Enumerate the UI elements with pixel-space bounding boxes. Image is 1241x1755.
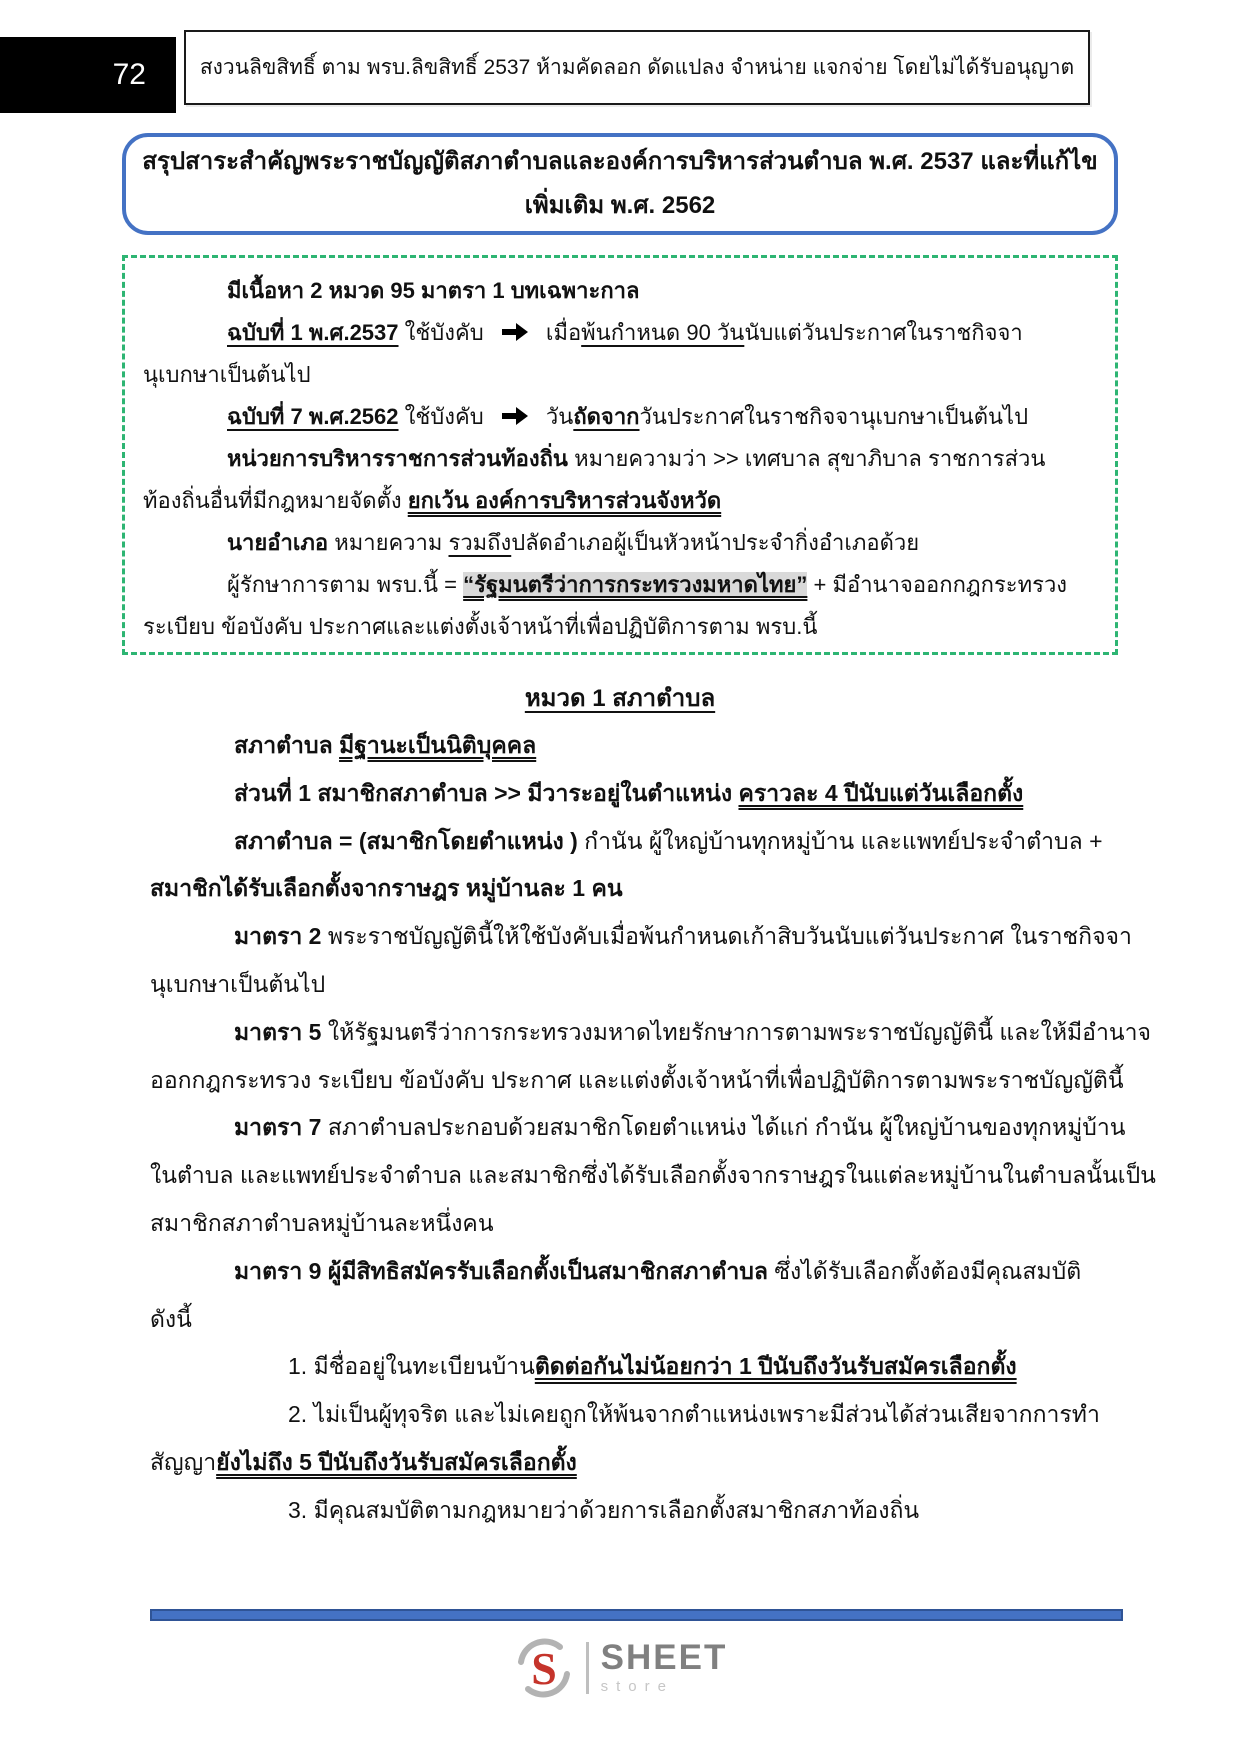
- text-line: [150, 1104, 1126, 1152]
- text-segment: ออกกฎกระทรวง ระเบียบ ข้อบังคับ ประกาศ และแต่งตั้งเจ้าหน้าที่เพื่อปฏิบัติการตามพระราชบัญญัตินี้: [150, 1066, 1124, 1093]
- text-line: [150, 722, 1118, 770]
- svg-text:S: S: [530, 1643, 557, 1694]
- text-segment: พ้นกำหนด 90 วัน: [581, 320, 745, 345]
- text-line: [150, 770, 1118, 818]
- body-text: [150, 722, 1156, 1535]
- text-line: [150, 865, 1118, 913]
- text-segment: ฉบับที่ 7 พ.ศ.2562: [227, 404, 399, 429]
- document-title-line2: เพิ่มเติม พ.ศ. 2562: [524, 192, 716, 219]
- text-line: [143, 564, 1109, 606]
- text-segment: “รัฐมนตรีว่าการกระทรวงมหาดไทย”: [463, 572, 808, 597]
- text-line: [150, 1248, 1118, 1296]
- text-line: [150, 913, 1132, 961]
- text-line: [150, 961, 1118, 1009]
- text-line: [150, 1296, 1118, 1344]
- text-segment: ท้องถิ่นอื่นที่มีกฎหมายจัดตั้ง: [143, 488, 408, 513]
- section-heading-text: หมวด 1 สภาตำบล: [524, 685, 716, 712]
- text-line: [150, 1343, 1118, 1391]
- text-segment: มาตรา 2: [234, 923, 322, 950]
- text-line: [150, 1391, 1118, 1439]
- copyright-notice-box: [184, 30, 1090, 105]
- text-segment: ยังไม่ถึง 5 ปีนับถึงวันรับสมัครเลือกตั้ง: [216, 1448, 577, 1475]
- logo-sub-text: store: [600, 1678, 674, 1695]
- text-segment: สภาตำบลประกอบด้วยสมาชิกโดยตำแหน่ง ได้แก่ กำนัน ผู้ใหญ่บ้านของทุกหมู่บ้าน: [321, 1114, 1126, 1141]
- text-segment: กำนัน ผู้ใหญ่บ้านทุกหมู่บ้าน และแพทย์ประจำตำบล +: [577, 827, 1103, 854]
- text-segment: ดังนี้: [150, 1305, 192, 1332]
- text-segment: 1. มีชื่ออยู่ในทะเบียนบ้าน: [288, 1353, 535, 1380]
- text-line: [150, 1152, 1156, 1200]
- text-segment: มาตรา 9 ผู้มีสิทธิสมัครรับเลือกตั้งเป็นสมาชิกสภาตำบล: [234, 1257, 768, 1284]
- text-segment: ในตำบล และแพทย์ประจำตำบล และสมาชิกซึ่งได้รับเลือกตั้งจากราษฎรในแต่ละหมู่บ้านในตำบลนั้นเป็น: [150, 1162, 1156, 1189]
- text-segment: นับแต่วันประกาศในราชกิจจา: [744, 320, 1023, 345]
- text-line: [150, 1439, 1118, 1487]
- text-line: [150, 1200, 1118, 1248]
- text-segment: + มีอำนาจออกกฎกระทรวง: [807, 572, 1068, 597]
- section-heading: [122, 678, 1118, 717]
- text-segment: สัญญา: [150, 1448, 217, 1475]
- text-segment: หมายความว่า >> เทศบาล สุขาภิบาล ราชการส่วน: [567, 446, 1046, 471]
- text-segment: ระเบียบ ข้อบังคับ ประกาศและแต่งตั้งเจ้าหน้าที่เพื่อปฏิบัติการตาม พรบ.นี้: [143, 614, 818, 639]
- text-segment: สมาชิกได้รับเลือกตั้งจากราษฎร หมู่บ้านละ 1 คน: [150, 875, 623, 902]
- text-line: [143, 606, 1109, 648]
- text-line: [150, 1057, 1124, 1105]
- text-segment: ถัดจาก: [573, 404, 640, 429]
- text-segment: มาตรา 5: [234, 1018, 322, 1045]
- text-segment: ผู้รักษาการตาม พรบ.นี้ =: [227, 572, 464, 597]
- sheet-store-logo-icon: [514, 1638, 574, 1698]
- text-segment: สภาตำบล: [234, 732, 340, 758]
- logo-text: [600, 1638, 728, 1695]
- text-line: [150, 1487, 1118, 1535]
- text-segment: ส่วนที่ 1 สมาชิกสภาตำบล >> มีวาระอยู่ในตำแหน่ง: [234, 779, 739, 806]
- text-line: [143, 522, 1109, 564]
- text-segment: ให้รัฐมนตรีว่าการกระทรวงมหาดไทยรักษาการตามพระราชบัญญัตินี้ และให้มีอำนาจ: [321, 1018, 1151, 1045]
- arrow-right-icon: [500, 405, 530, 427]
- text-segment: ติดต่อกันไม่น้อยกว่า 1 ปีนับถึงวันรับสมัครเลือกตั้ง: [534, 1353, 1017, 1380]
- text-segment: เมื่อ: [539, 320, 582, 345]
- text-segment: มีเนื้อหา 2 หมวด 95 มาตรา 1 บทเฉพาะกาล: [227, 278, 640, 303]
- text-segment: ใช้บังคับ: [398, 320, 490, 345]
- text-segment: รวมถึง: [448, 530, 512, 555]
- arrow-right-icon: [500, 321, 530, 343]
- text-segment: มีฐานะเป็นนิติบุคคล: [339, 732, 537, 758]
- page-number-box: [0, 37, 176, 113]
- text-segment: หน่วยการบริหารราชการส่วนท้องถิ่น: [227, 446, 568, 471]
- text-segment: สมาชิกสภาตำบลหมู่บ้านละหนึ่งคน: [150, 1209, 494, 1236]
- text-segment: วันประกาศในราชกิจจานุเบกษาเป็นต้นไป: [639, 404, 1029, 429]
- text-segment: สภาตำบล = (สมาชิกโดยตำแหน่ง ): [234, 827, 578, 854]
- footer-divider-bar: [150, 1609, 1123, 1621]
- text-segment: นายอำเภอ: [227, 530, 329, 555]
- text-segment: 3. มีคุณสมบัติตามกฎหมายว่าด้วยการเลือกตั้งสมาชิกสภาท้องถิ่น: [288, 1496, 920, 1523]
- logo-brand-text: SHEET: [600, 1638, 728, 1677]
- text-segment: นุเบกษาเป็นต้นไป: [150, 970, 326, 997]
- text-segment: นุเบกษาเป็นต้นไป: [143, 362, 311, 387]
- text-segment: หมายความ: [328, 530, 449, 555]
- text-line: [150, 1009, 1151, 1057]
- text-segment: ยกเว้น องค์การบริหารส่วนจังหวัด: [407, 488, 722, 513]
- text-segment: ใช้บังคับ: [398, 404, 490, 429]
- logo-divider: [586, 1642, 589, 1694]
- text-segment: 2. ไม่เป็นผู้ทุจริต และไม่เคยถูกให้พ้นจากตำแหน่งเพราะมีส่วนได้ส่วนเสียจากการทำ: [288, 1401, 1100, 1428]
- summary-dashed-box: [122, 255, 1118, 655]
- copyright-text: สงวนลิขสิทธิ์ ตาม พรบ.ลิขสิทธิ์ 2537 ห้ามคัดลอก ดัดแปลง จำหน่าย แจกจ่าย โดยไม่ได้รับอนุญาต: [199, 56, 1075, 79]
- footer-logo: [0, 1638, 1241, 1698]
- text-segment: พระราชบัญญัตินี้ให้ใช้บังคับเมื่อพ้นกำหนดเก้าสิบวันนับแต่วันประกาศ ในราชกิจจา: [321, 923, 1132, 950]
- text-line: [150, 818, 1118, 866]
- text-segment: มาตรา 7: [234, 1114, 322, 1141]
- text-line: [143, 354, 1109, 396]
- text-segment: ซึ่งได้รับเลือกตั้งต้องมีคุณสมบัติ: [767, 1257, 1082, 1284]
- text-line: [143, 396, 1109, 438]
- text-line: [143, 312, 1109, 354]
- text-line: [143, 438, 1109, 480]
- document-title-box: [122, 133, 1118, 235]
- page-number: 72: [112, 58, 146, 91]
- text-segment: วัน: [539, 404, 574, 429]
- text-segment: ฉบับที่ 1 พ.ศ.2537: [227, 320, 399, 345]
- text-line: [143, 270, 1109, 312]
- text-segment: ปลัดอำเภอผู้เป็นหัวหน้าประจำกิ่งอำเภอด้วย: [511, 530, 920, 555]
- document-title-line1: สรุปสาระสำคัญพระราชบัญญัติสภาตำบลและองค์การบริหารส่วนตำบล พ.ศ. 2537 และที่แก้ไข: [142, 148, 1098, 175]
- text-line: [143, 480, 1109, 522]
- text-segment: คราวละ 4 ปีนับแต่วันเลือกตั้ง: [738, 779, 1024, 806]
